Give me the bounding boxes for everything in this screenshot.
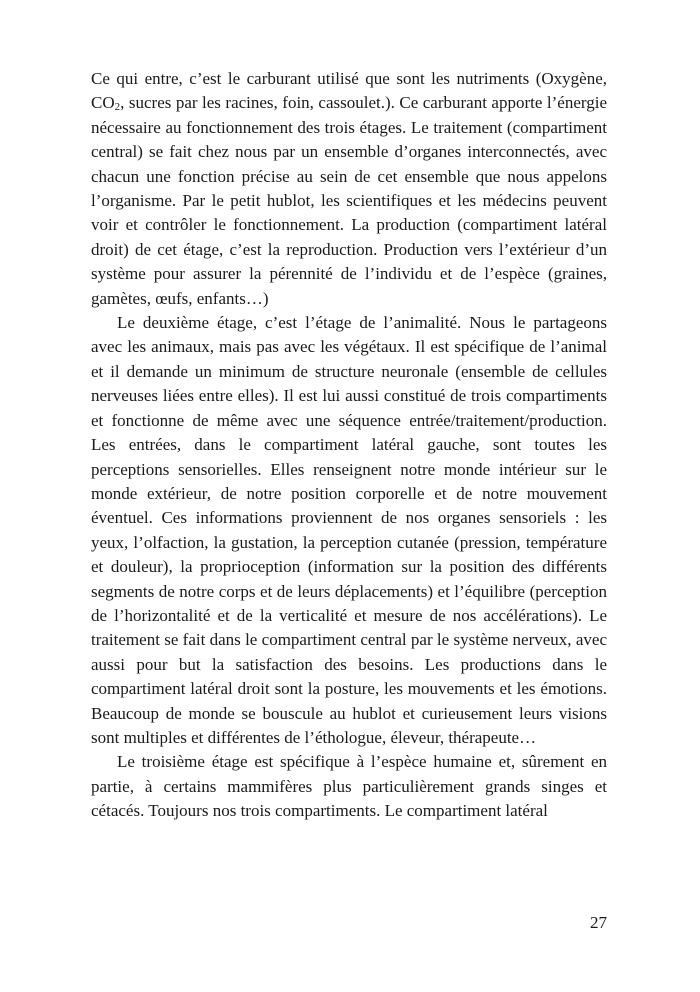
paragraph-1 bbox=[91, 67, 607, 311]
paragraph-1-start: Ce qui entre, c’est le carburant utilisé que sont les nutriments (Oxygène, CO bbox=[91, 69, 607, 113]
co2-subscript: 2 bbox=[114, 101, 121, 114]
paragraph-2: Le deuxième étage, c’est l’étage de l’animalité. Nous le partageons avec les animaux, mais pas avec les végétaux. Il est spécifique de l’animal et il demande un minimum de structure neuronale (ensemble de cellules nerveuses liées entre elles). Il est lui aussi constitué de trois compartiments et fonctionne de même avec une séquence entrée/traitement/production. Les entrées, dans le compartiment latéral gauche, sont toutes les perceptions sensorielles. Elles renseignent notre monde intérieur sur le monde extérieur, de notre position corporelle et de notre mouvement éventuel. Ces informations proviennent de nos organes sensoriels : les yeux, l’olfaction, la gustation, la perception cutanée (pression, température et douleur), la proprioception (information sur la position des différents segments de notre corps et de leurs déplacements) et l’équilibre (perception de l’horizontalité et de la verticalité et mesure de nos accélérations). Le traitement se fait dans le compartiment central par le système nerveux, avec aussi pour but la satisfaction des besoins. Les productions dans le compartiment latéral droit sont la posture, les mouvements et les émotions. Beaucoup de monde se bouscule au hublot et curieusement leurs visions sont multiples et différentes de l’éthologue, éleveur, thérapeute… bbox=[91, 313, 607, 747]
paragraph-1-rest: , sucres par les racines, foin, cassoulet.). Ce carburant apporte l’énergie nécessaire au fonctionnement des trois étages. Le traitement (compartiment central) se fait chez nous par un ensemble d’organes interconnectés, avec chacun une fonction précise au sein de cet ensemble que nous appelons l’organisme. Par le petit hublot, les scientifiques et les médecins peuvent voir et contrôler le fonctionnement. La production (compartiment latéral droit) de cet étage, c’est la reproduction. Production vers l’extérieur d’un système pour assurer la pérennité de l’individu et de l’espèce (graines, gamètes, œufs, enfants…) bbox=[91, 93, 607, 308]
page-body bbox=[91, 67, 607, 824]
paragraph-3: Le troisième étage est spécifique à l’espèce humaine et, sûrement en partie, à certains mammifères plus particulièrement grands singes et cétacés. Toujours nos trois compartiments. Le compartiment latéral bbox=[91, 752, 607, 821]
page-number: 27 bbox=[590, 913, 607, 932]
